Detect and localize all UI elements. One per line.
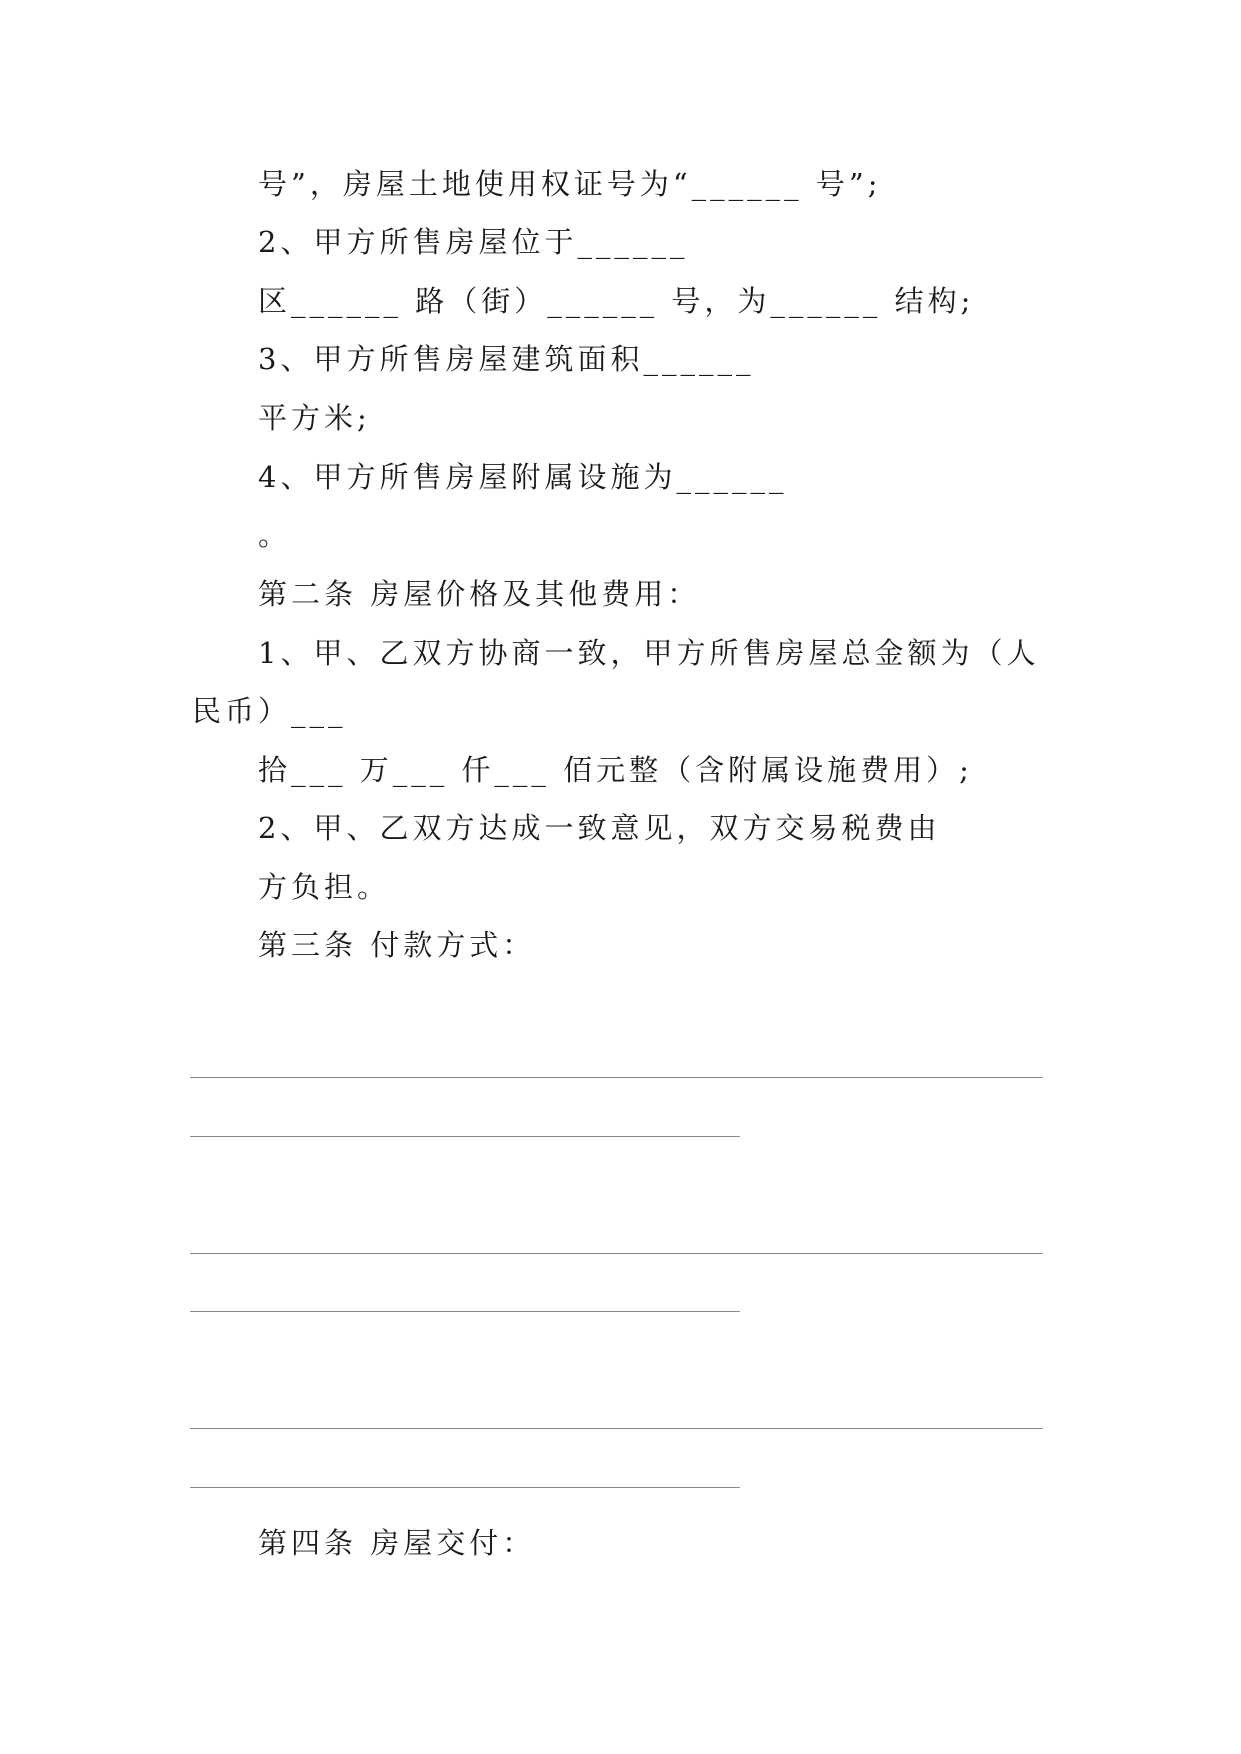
text-line-9: 1、甲、乙双方协商一致，甲方所售房屋总金额为（人 bbox=[258, 636, 1040, 670]
text-line-7: 。 bbox=[258, 518, 292, 552]
section-heading-2: 第二条 房屋价格及其他费用： bbox=[258, 577, 701, 611]
blank-line-6 bbox=[190, 1487, 740, 1488]
blank-line-3 bbox=[190, 1253, 1043, 1254]
text-line-1: 号”，房屋土地使用权证号为“______ 号”; bbox=[258, 167, 882, 201]
section-heading-4: 第四条 房屋交付： bbox=[258, 1526, 536, 1560]
blank-line-2 bbox=[190, 1136, 740, 1137]
text-line-12: 2、甲、乙双方达成一致意见，双方交易税费由 bbox=[258, 811, 941, 845]
blank-line-1 bbox=[190, 1077, 1043, 1078]
text-line-11: 拾___ 万___ 仟___ 佰元整（含附属设施费用）; bbox=[258, 753, 973, 787]
text-line-13: 方负担。 bbox=[258, 870, 391, 904]
blank-line-5 bbox=[190, 1428, 1043, 1429]
text-line-5: 平方米; bbox=[258, 401, 371, 435]
text-line-10: 民币）___ bbox=[192, 694, 347, 728]
text-line-4: 3、甲方所售房屋建筑面积______ bbox=[258, 342, 755, 376]
text-line-3: 区______ 路（街）______ 号，为______ 结构; bbox=[258, 284, 975, 318]
text-line-6: 4、甲方所售房屋附属设施为______ bbox=[258, 460, 788, 494]
blank-line-4 bbox=[190, 1311, 740, 1312]
text-line-2: 2、甲方所售房屋位于______ bbox=[258, 225, 689, 259]
section-heading-3: 第三条 付款方式： bbox=[258, 928, 536, 962]
